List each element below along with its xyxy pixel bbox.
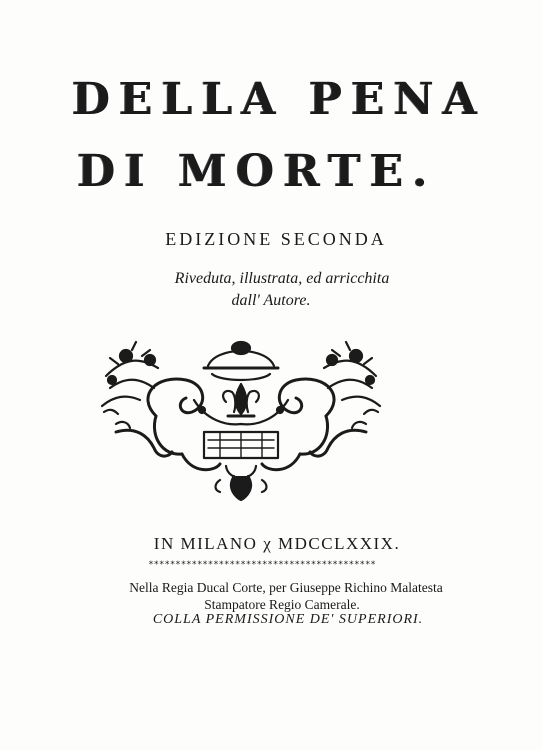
book-title-line-1: DELLA PENA <box>71 74 486 125</box>
printer-line-1: Nella Regia Ducal Corte, per Giuseppe Richino Malatesta <box>129 580 443 595</box>
book-title-line-2: DI MORTE. <box>77 146 437 197</box>
printer-line-2: Stampatore Regio Camerale. <box>204 597 360 612</box>
permission-line: COLLA PERMISSIONE DE' SUPERIORI. <box>152 612 424 627</box>
subtitle-line-2: dall' Autore. <box>231 292 311 309</box>
right-floral-spray-icon <box>324 342 380 428</box>
baroque-vase-ornament-icon <box>96 336 386 504</box>
edition-label: EDIZIONE SECONDA <box>165 229 387 249</box>
left-floral-spray-icon <box>102 342 158 428</box>
subtitle-line-1: Riveduta, illustrata, ed arricchita <box>174 270 390 287</box>
asterisk-rule: ****************************************** <box>148 560 376 570</box>
imprint-place-date: IN MILANO χ MDCCLXXIX. <box>153 534 401 553</box>
